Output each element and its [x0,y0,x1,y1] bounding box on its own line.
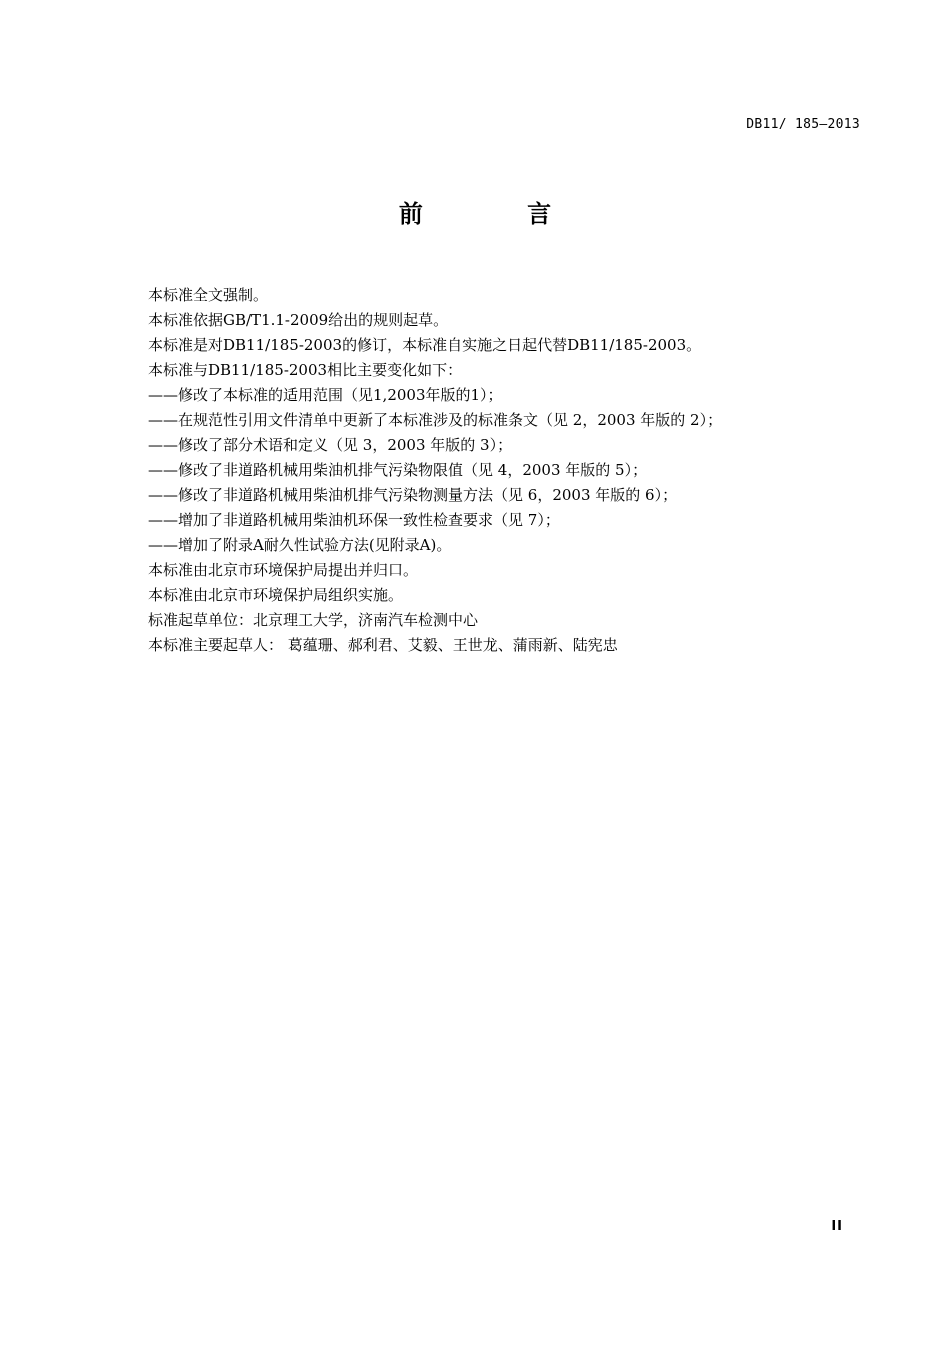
change-item: ——增加了非道路机械用柴油机环保一致性检查要求（见 7）； [148,511,560,529]
preface-body [148,283,848,658]
change-item: ——修改了非道路机械用柴油机排气污染物测量方法（见 6，2003 年版的 6）； [148,486,678,504]
preface-line: 本标准依据GB/T1.1-2009给出的规则起草。 [148,311,449,329]
preface-line: 本标准是对DB11/185-2003的修订，本标准自实施之日起代替DB11/185-2003。 [148,336,702,354]
change-item: ——修改了部分术语和定义（见 3，2003 年版的 3）； [148,436,513,454]
change-item: ——在规范性引用文件清单中更新了本标准涉及的标准条文（见 2，2003 年版的 2）； [148,411,723,429]
preface-line: 本标准与DB11/185-2003相比主要变化如下： [148,361,463,379]
preface-line: 本标准全文强制。 [148,286,269,304]
change-item: ——修改了本标准的适用范围（见1,2003年版的1）； [148,386,503,404]
page-title: 前 言 [398,200,600,228]
change-item: ——增加了附录A耐久性试验方法(见附录A)。 [148,536,452,554]
preface-line: 本标准由北京市环境保护局提出并归口。 [148,561,419,579]
preface-line: 本标准由北京市环境保护局组织实施。 [148,586,404,604]
page-number: II [831,1219,843,1234]
drafting-organization: 标准起草单位：北京理工大学，济南汽车检测中心 [148,611,479,629]
standard-code: DB11/ 185—2013 [746,117,860,132]
change-item: ——修改了非道路机械用柴油机排气污染物限值（见 4，2003 年版的 5）； [148,461,648,479]
drafters: 本标准主要起草人： 葛蕴珊、郝利君、艾毅、王世龙、蒲雨新、陆宪忠 [148,636,618,654]
